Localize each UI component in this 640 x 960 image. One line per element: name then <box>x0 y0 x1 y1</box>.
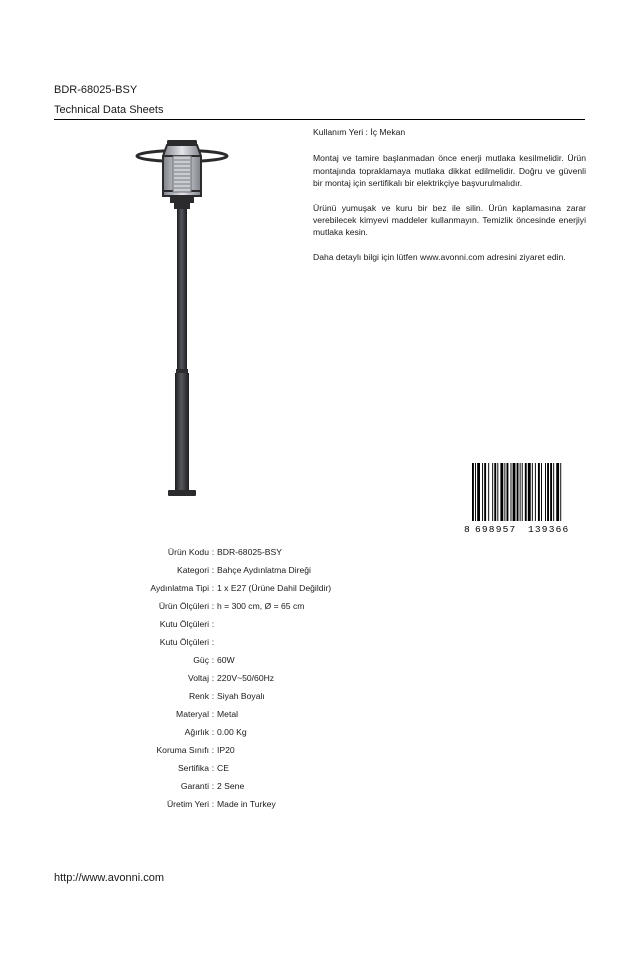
spec-label: Üretim Yeri <box>166 799 209 809</box>
spec-row: Sertifika : CE <box>100 759 400 777</box>
barcode-bar <box>560 463 561 521</box>
barcode-bar <box>492 463 493 521</box>
barcode-bar <box>497 463 498 521</box>
spec-label: Kutu Ölçüleri <box>159 619 209 629</box>
barcode-bar <box>511 463 512 521</box>
barcode-bar <box>488 463 489 521</box>
spec-row: Materyal : Metal <box>100 705 400 723</box>
spec-label: Ağırlık <box>184 727 209 737</box>
barcode-bar <box>550 463 552 521</box>
spec-table <box>100 543 400 813</box>
spec-value: Siyah Boyalı <box>217 691 265 701</box>
barcode-bar <box>553 463 554 521</box>
barcode-bar <box>513 463 516 521</box>
barcode-bar <box>475 463 476 521</box>
spec-value: IP20 <box>217 745 235 755</box>
spec-label: Ürün Kodu <box>167 547 209 557</box>
barcode-bar <box>472 463 474 521</box>
barcode-bar <box>525 463 527 521</box>
spec-row: Voltaj : 220V~50/60Hz <box>100 669 400 687</box>
spec-value: Made in Turkey <box>217 799 276 809</box>
website-paragraph: Daha detaylı bilgi için lütfen www.avonni.com adresini ziyaret edin. <box>313 251 566 262</box>
spec-value: BDR-68025-BSY <box>217 547 282 557</box>
barcode-icon <box>462 461 586 536</box>
spec-row: Aydınlatma Tipi : 1 x E27 (Ürüne Dahil Değildir) <box>100 579 400 597</box>
barcode-bar <box>520 463 521 521</box>
barcode-bar <box>482 463 483 521</box>
safety-paragraph: Montaj ve tamire başlanmadan önce enerji mutlaka kesilmelidir. Ürün montajında topraklamaya mutlaka dikkat edilmelidir. Doğru ve güvenli bir montaj için sertifikalı bir elektrikçiye başvurulmalıdır. <box>313 153 586 189</box>
spec-row: Ürün Kodu : BDR-68025-BSY <box>100 543 400 561</box>
spec-value: Metal <box>217 709 239 719</box>
spec-row: Ürün Ölçüleri : h = 300 cm, Ø = 65 cm <box>100 597 400 615</box>
spec-label: Koruma Sınıfı <box>156 745 209 755</box>
spec-value: 220V~50/60Hz <box>217 673 275 683</box>
barcode-first-digit: 8 <box>464 524 470 535</box>
barcode-bar <box>532 463 533 521</box>
spec-label: Sertifika <box>177 763 209 773</box>
barcode-bar <box>494 463 496 521</box>
barcode-bar <box>477 463 480 521</box>
barcode-bar <box>547 463 549 521</box>
product-code-heading: BDR-68025-BSY <box>54 84 138 96</box>
spec-label: Kutu Ölçüleri <box>159 637 209 647</box>
spec-value: 1 x E27 (Ürüne Dahil Değildir) <box>217 583 332 593</box>
barcode-bar <box>538 463 540 521</box>
barcode-right-group: 139366 <box>528 524 570 535</box>
spec-label: Renk <box>188 691 209 701</box>
spec-label: Güç <box>193 655 209 665</box>
spec-row: Ağırlık : 0.00 Kg <box>100 723 400 741</box>
spec-label: Materyal <box>176 709 209 719</box>
spec-row: Üretim Yeri : Made in Turkey <box>100 795 400 813</box>
barcode-bar <box>500 463 503 521</box>
spec-row: Koruma Sınıfı : IP20 <box>100 741 400 759</box>
spec-label: Aydınlatma Tipi <box>150 583 209 593</box>
barcode-left-group: 698957 <box>475 524 517 535</box>
document-subtitle: Technical Data Sheets <box>54 104 164 116</box>
barcode-bar <box>517 463 519 521</box>
footer-website-link[interactable]: http://www.avonni.com <box>54 872 165 884</box>
spec-value: h = 300 cm, Ø = 65 cm <box>217 601 305 611</box>
spec-row: Kategori : Bahçe Aydınlatma Direği <box>100 561 400 579</box>
spec-row: Garanti : 2 Sene <box>100 777 400 795</box>
barcode-bar <box>507 463 509 521</box>
spec-row: Güç : 60W <box>100 651 400 669</box>
barcode-bar <box>541 463 542 521</box>
spec-row: Kutu Ölçüleri : <box>100 633 400 651</box>
usage-location: Kullanım Yeri : İç Mekan <box>313 127 406 137</box>
cleaning-paragraph: Ürünü yumuşak ve kuru bir bez ile silin. Ürün kaplamasına zarar verebilecek kimyevi maddeler kullanmayın. Temizlik öncesinde enerjiyi mutlaka kesin. <box>313 202 586 238</box>
spec-value: 2 Sene <box>217 781 245 791</box>
spec-row: Renk : Siyah Boyalı <box>100 687 400 705</box>
barcode-bar <box>484 463 486 521</box>
info-text-block <box>313 126 586 275</box>
barcode-bar <box>535 463 536 521</box>
barcode-bar <box>522 463 523 521</box>
barcode-bar <box>545 463 546 521</box>
spec-row: Kutu Ölçüleri : <box>100 615 400 633</box>
barcode-bar <box>528 463 531 521</box>
spec-value: 60W <box>217 655 235 665</box>
spec-label: Garanti <box>180 781 209 791</box>
spec-label: Ürün Ölçüleri <box>158 601 209 611</box>
spec-value: CE <box>217 763 229 773</box>
spec-label: Voltaj <box>187 673 209 683</box>
barcode-bar <box>556 463 559 521</box>
garden-lamp-post-icon <box>130 136 234 502</box>
spec-label: Kategori <box>176 565 209 575</box>
header-divider <box>54 119 585 120</box>
spec-value: Bahçe Aydınlatma Direği <box>217 565 311 575</box>
spec-value: 0.00 Kg <box>217 727 247 737</box>
barcode-bar <box>504 463 505 521</box>
